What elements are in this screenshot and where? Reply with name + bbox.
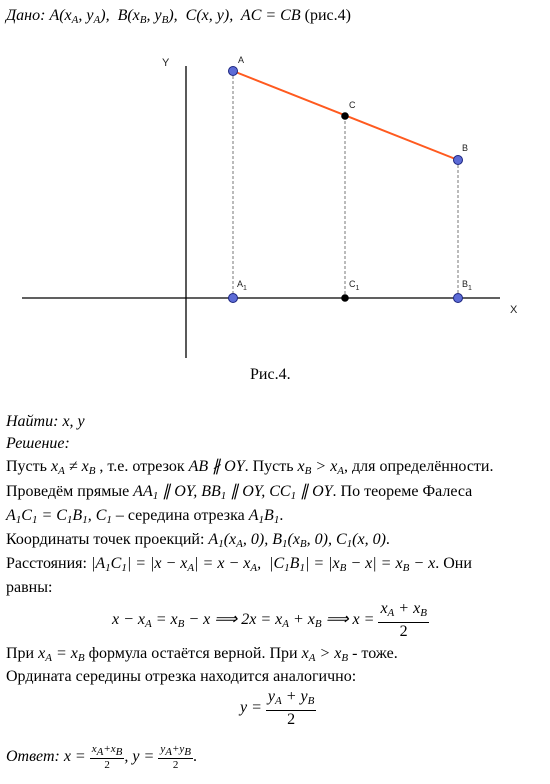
solution-line-8: При $x_A = x_B$ формула остаётся верной. При $x_A > x_B$ - тоже. (6, 645, 398, 664)
solution-label: Решение: (6, 435, 70, 452)
solution-line-1: Пусть $x_A \ne x_B$ , т.е. отрезок AB ∦ OY. Пусть $x_B > x_A$, для определённости. (6, 458, 494, 477)
y-axis-label: Y (162, 57, 170, 69)
given-label: Дано: (6, 7, 46, 24)
point-b1 (454, 294, 463, 303)
given-ref: (рис.4) (304, 7, 351, 24)
given-math: $A(x_A$, $y_A$), $B(x_B$, $y_B$), C(x, y), AC = CB (49, 7, 301, 26)
solution-line-6: равны: (6, 579, 53, 596)
label-b1: $B_1$ (462, 279, 472, 292)
find-line (6, 412, 85, 432)
label-b: B (462, 143, 469, 153)
point-c1 (342, 295, 349, 302)
label-c1: $C_1$ (349, 279, 360, 292)
label-a1: $A_1$ (237, 279, 247, 292)
solution-line-3: $A_1C_1 = C_1B_1$, $C_1$ – середина отрезка $A_1B_1$. (6, 507, 284, 526)
equation-x: $x - x_A = x_B - x$ ⟹ $2x = x_A + x_B$ ⟹ x = $\frac{x_A + x_B}{2}$ (112, 599, 427, 640)
label-a: A (238, 55, 245, 65)
answer-line: Ответ: x = $\frac{x_A+x_B}{2}$ , y = $\frac{y_A+y_B}{2}$ . (6, 743, 197, 772)
figure-4 (0, 36, 550, 366)
label-c: C (349, 100, 356, 110)
solution-line-2: Проведём прямые $AA_1$ ∥ OY, $BB_1$ ∥ OY, $CC_1$ ∥ OY. По теореме Фалеса (6, 483, 473, 502)
solution-line-5: Расстояния: $|A_1C_1| = |x - x_A| = x - x_A$, $|C_1B_1| = |x_B - x| = x_B - x$. Они (6, 555, 472, 574)
given-line (6, 6, 351, 30)
solution-line-9: Ордината середины отрезка находится аналогично: (6, 668, 357, 685)
find-math: x, y (62, 413, 85, 430)
figure-caption: Рис.4. (250, 366, 291, 383)
find-label: Найти: (6, 413, 59, 430)
point-b (454, 156, 463, 165)
x-axis-label: X (510, 304, 518, 316)
answer-label: Ответ: (6, 748, 60, 765)
solution-line-4: Координаты точек проекций: $A_1(x_A$, 0), $B_1(x_B$, 0), $C_1(x$, 0). (6, 531, 390, 550)
point-a (229, 67, 238, 76)
point-c (342, 113, 349, 120)
point-a1 (229, 294, 238, 303)
equation-y: y = $\frac{y_A + y_B}{2}$ (240, 687, 315, 728)
